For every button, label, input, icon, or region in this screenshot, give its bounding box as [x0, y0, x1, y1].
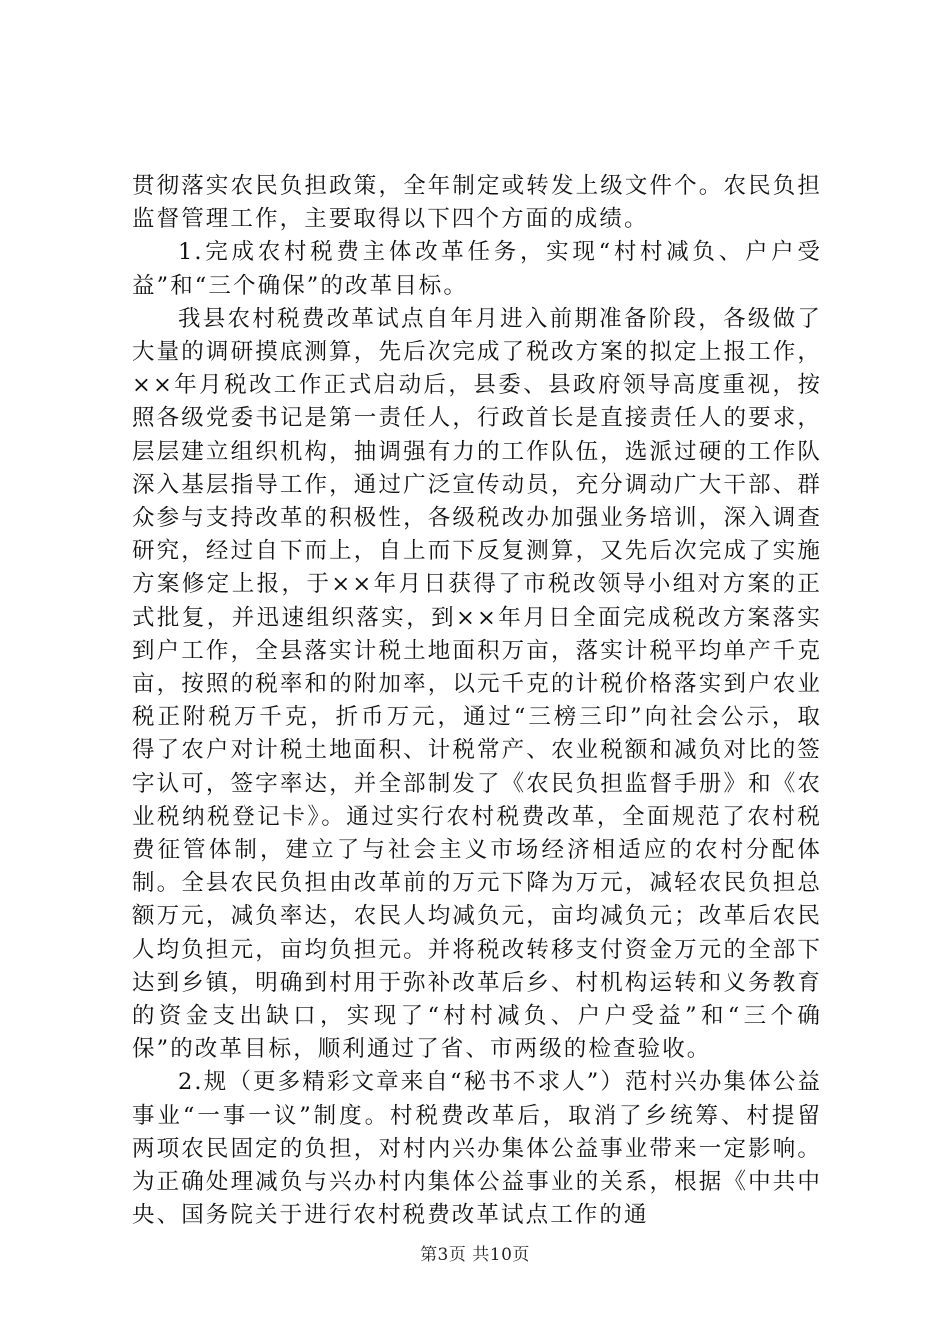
- paragraph-3: 我县农村税费改革试点自年月进入前期准备阶段，各级做了大量的调研摸底测算，先后次完成了税改方案的拟定上报工作，××年月税改工作正式启动后，县委、县政府领导高度重视，按照各级党委书记是第一责任人，行政首长是直接责任人的要求，层层建立组织机构，抽调强有力的工作队伍，选派过硬的工作队深入基层指导工作，通过广泛宣传动员，充分调动广大干部、群众参与支持改革的积极性，各级税改办加强业务培训，深入调查研究，经过自下而上，自上而下反复测算，又先后次完成了实施方案修定上报，于××年月日获得了市税改领导小组对方案的正式批复，并迅速组织落实，到××年月日全面完成税改方案落实到户工作，全县落实计税土地面积万亩，落实计税平均单产千克亩，按照的税率和的附加率，以元千克的计税价格落实到户农业税正附税万千克，折币万元，通过“三榜三印”向社会公示，取得了农户对计税土地面积、计税常产、农业税额和减负对比的签字认可，签字率达，并全部制发了《农民负担监督手册》和《农业税纳税登记卡》。通过实行农村税费改革，全面规范了农村税费征管体制，建立了与社会主义市场经济相适应的农村分配体制。全县农民负担由改革前的万元下降为万元，减轻农民负担总额万元，减负率达，农民人均减负元，亩均减负元；改革后农民人均负担元，亩均负担元。并将税改转移支付资金万元的全部下达到乡镇，明确到村用于弥补改革后乡、村机构运转和义务教育的资金支出缺口，实现了“村村减负、户户受益”和“三个确保”的改革目标，顺利通过了省、市两级的检查验收。: [132, 305, 822, 1063]
- paragraph-1: 贯彻落实农民负担政策，全年制定或转发上级文件个。农民负担监督管理工作，主要取得以下四个方面的成绩。: [132, 173, 822, 233]
- paragraph-2: 1.完成农村税费主体改革任务，实现“村村减负、户户受益”和“三个确保”的改革目标。: [132, 239, 822, 299]
- document-body: [132, 170, 822, 1233]
- paragraph-4: 2.规（更多精彩文章来自“秘书不求人”）范村兴办集体公益事业“一事一议”制度。村税费改革后，取消了乡统筹、村提留两项农民固定的负担，对村内兴办集体公益事业带来一定影响。为正确处理减负与兴办村内集体公益事业的关系，根据《中共中央、国务院关于进行农村税费改革试点工作的通: [132, 1069, 822, 1229]
- page-number-footer: 第3页 共10页: [420, 1245, 530, 1265]
